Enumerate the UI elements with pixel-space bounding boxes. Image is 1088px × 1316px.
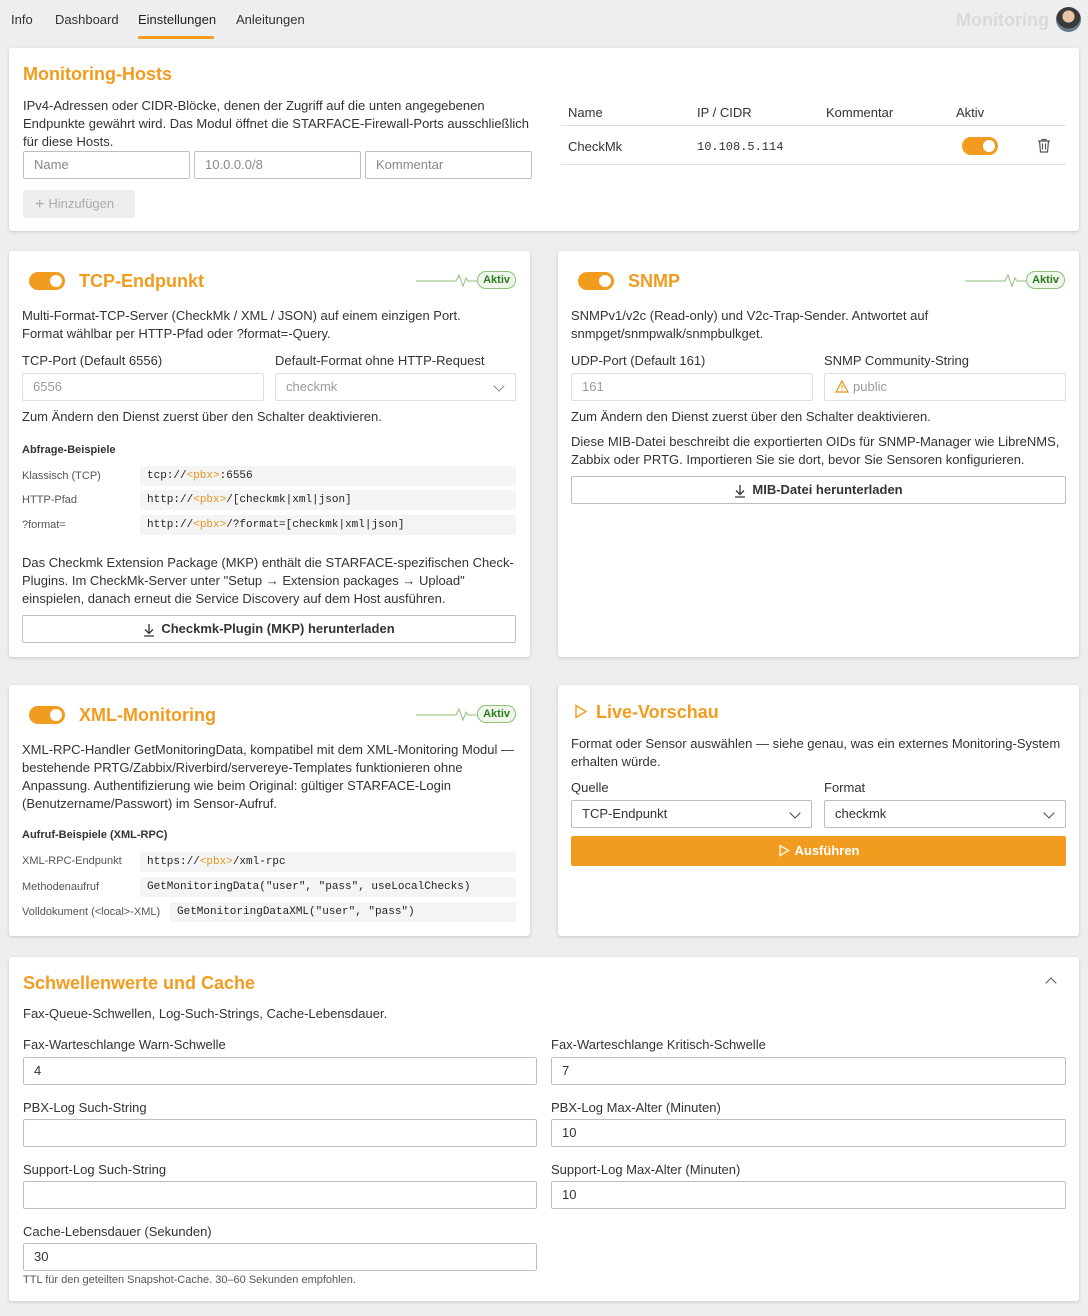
support-age-label: Support-Log Max-Alter (Minuten) [551,1162,741,1177]
card-title: Schwellenwerte und Cache [23,973,256,993]
top-navigation [0,0,1088,40]
format-select[interactable] [824,800,1066,828]
card-title: SNMP [628,271,681,291]
live-preview-card [558,685,1079,936]
preview-description: Format oder Sensor auswählen — siehe genau, was ein externes Monitoring-System erhalten würde. [571,736,1061,769]
snmp-port-label: UDP-Port (Default 161) [571,353,706,368]
card-title: Live-Vorschau [596,702,719,722]
cache-hint: TTL für den geteilten Snapshot-Cache. 30–60 Sekunden empfohlen. [23,1274,356,1286]
pbx-age-input[interactable]: 10 [551,1119,1066,1147]
source-select[interactable] [571,800,812,828]
thresholds-card [9,957,1079,1301]
tab-anleitungen[interactable]: Anleitungen [236,12,305,27]
download-icon [143,623,155,637]
format-value: checkmk [835,806,887,821]
snmp-community-input[interactable]: public [824,373,1066,401]
example-label: XML-RPC-Endpunkt [22,855,122,867]
tcp-port-input[interactable]: 6556 [22,373,264,401]
fax-warn-input[interactable]: 4 [23,1057,537,1085]
snmp-status [965,270,1065,290]
heartbeat-icon [416,706,486,722]
support-search-input[interactable] [23,1181,537,1209]
snmp-port-input[interactable]: 161 [571,373,813,401]
example-code: http://<pbx>/?format=[checkmk|xml|json] [140,515,516,535]
support-age-input[interactable]: 10 [551,1181,1066,1209]
xml-description: XML-RPC-Handler GetMonitoringData, kompatibel mit dem XML-Monitoring Modul — bestehende PRTG/Zabbix/Riverbird/servereye-Templates funktionieren ohne Anpassung. Authentifizierung wie beim Original: gültiger STARFACE-Login (Benutzername/Passwort) im Sensor-Aufruf. [22,742,515,811]
tab-info[interactable]: Info [11,12,33,27]
tab-dashboard[interactable]: Dashboard [55,12,119,27]
example-label: Volldokument (<local>-XML) [22,906,161,918]
snmp-toggle[interactable] [578,272,614,290]
source-label: Quelle [571,780,609,795]
col-name: Name [568,105,603,120]
example-label: Methodenaufruf [22,881,100,893]
snmp-card [558,251,1079,657]
run-button[interactable]: Ausführen [571,836,1066,866]
hosts-description: IPv4-Adressen oder CIDR-Blöcke, denen der Zugriff auf die unten angegebenen Endpunkte gewährt wird. Das Modul öffnet die STARFACE-Firewall-Ports ausschließlich für diese Hosts. [23,98,530,149]
tcp-port-label: TCP-Port (Default 6556) [22,353,163,368]
support-search-label: Support-Log Such-String [23,1162,167,1177]
fax-warn-label: Fax-Warteschlange Warn-Schwelle [23,1037,226,1052]
host-row-ip: 10.108.5.114 [697,140,784,154]
tab-einstellungen[interactable]: Einstellungen [138,12,217,27]
card-title: XML-Monitoring [79,705,216,725]
tcp-format-value: checkmk [286,379,338,394]
tcp-description: Multi-Format-TCP-Server (CheckMk / XML / JSON) auf einem einzigen Port. Format wählbar per HTTP-Pfad oder ?format=-Query. [22,308,461,341]
download-icon [734,484,746,498]
chevron-up-icon[interactable] [1045,977,1056,988]
host-cidr-input[interactable]: 10.0.0.0/8 [194,151,361,179]
snmp-community-label: SNMP Community-String [824,353,969,368]
example-code: GetMonitoringData("user", "pass", useLocalChecks) [140,877,516,897]
host-name-input[interactable]: Name [23,151,190,179]
col-comment: Kommentar [826,105,894,120]
example-label: HTTP-Pfad [22,494,78,506]
pbx-age-label: PBX-Log Max-Alter (Minuten) [551,1100,721,1115]
card-title: Monitoring-Hosts [23,64,172,84]
xml-monitoring-card [9,685,530,936]
example-code: http://<pbx>/[checkmk|xml|json] [140,490,516,510]
examples-title: Aufruf-Beispiele (XML-RPC) [22,829,168,841]
fax-crit-input[interactable]: 7 [551,1057,1066,1085]
avatar[interactable] [1056,7,1081,32]
host-row-name: CheckMk [568,139,623,154]
chevron-down-icon [789,807,800,818]
add-host-button[interactable] [23,190,135,218]
table-divider [561,125,1066,126]
status-badge: Aktiv [1026,271,1065,289]
col-ip: IP / CIDR [697,105,752,120]
chevron-down-icon [493,380,504,391]
play-icon [778,844,790,857]
card-title: TCP-Endpunkt [79,271,204,291]
table-divider [561,164,1066,165]
cache-label: Cache-Lebensdauer (Sekunden) [23,1224,212,1239]
brand-title: Monitoring [956,10,1049,30]
host-active-toggle[interactable] [962,137,998,155]
snmp-description: SNMPv1/v2c (Read-only) und V2c-Trap-Sender. Antwortet auf snmpget/snmpwalk/snmpbulkget. [571,308,929,341]
cache-input[interactable]: 30 [23,1243,537,1271]
heartbeat-icon [416,272,486,288]
mib-description: Diese MIB-Datei beschreibt die exportierten OIDs für SNMP-Manager wie LibreNMS, Zabbix oder PRTG. Importieren Sie sie dort, bevor Sie Sensoren konfigurieren. [571,434,1060,467]
examples-title: Abfrage-Beispiele [22,444,116,456]
active-tab-indicator [138,36,214,39]
col-active: Aktiv [956,105,985,120]
example-label: ?format= [22,519,66,531]
plus-icon: + [35,196,45,213]
pbx-search-label: PBX-Log Such-String [23,1100,147,1115]
example-code: https://<pbx>/xml-rpc [140,852,516,872]
tcp-format-select[interactable] [275,373,516,401]
heartbeat-icon [965,272,1035,288]
tcp-endpoint-card [9,251,530,657]
status-badge: Aktiv [477,271,516,289]
monitoring-hosts-card [9,48,1079,231]
source-value: TCP-Endpunkt [582,806,668,821]
chevron-down-icon [1043,807,1054,818]
tcp-status [416,270,516,290]
snmp-hint: Zum Ändern den Dienst zuerst über den Schalter deaktivieren. [571,409,931,424]
mkp-description: Das Checkmk Extension Package (MKP) enthält die STARFACE-spezifischen Check-Plugins. Im CheckMk-Server unter "Setup → Extension packages → Upload" einspielen, danach erneut die Service Discovery auf dem Host ausführen. [22,555,514,606]
tcp-format-label: Default-Format ohne HTTP-Request [275,353,485,368]
xml-status [416,704,516,724]
example-label: Klassisch (TCP) [22,470,101,482]
pbx-search-input[interactable] [23,1119,537,1147]
warning-icon [835,380,849,393]
host-comment-input[interactable]: Kommentar [365,151,532,179]
example-code: GetMonitoringDataXML("user", "pass") [170,902,516,922]
add-host-label: Hinzufügen [48,196,115,211]
mib-download-button[interactable]: MIB-Datei herunterladen [571,476,1066,504]
play-icon [574,704,588,719]
tcp-hint: Zum Ändern den Dienst zuerst über den Schalter deaktivieren. [22,409,382,424]
status-badge: Aktiv [477,705,516,723]
trash-icon[interactable] [1037,138,1051,153]
example-code: tcp://<pbx>:6556 [140,466,516,486]
mkp-download-button[interactable]: Checkmk-Plugin (MKP) herunterladen [22,615,516,643]
fax-crit-label: Fax-Warteschlange Kritisch-Schwelle [551,1037,766,1052]
tcp-toggle[interactable] [29,272,65,290]
format-label: Format [824,780,866,795]
xml-toggle[interactable] [29,706,65,724]
thresholds-description: Fax-Queue-Schwellen, Log-Such-Strings, Cache-Lebensdauer. [23,1006,388,1021]
